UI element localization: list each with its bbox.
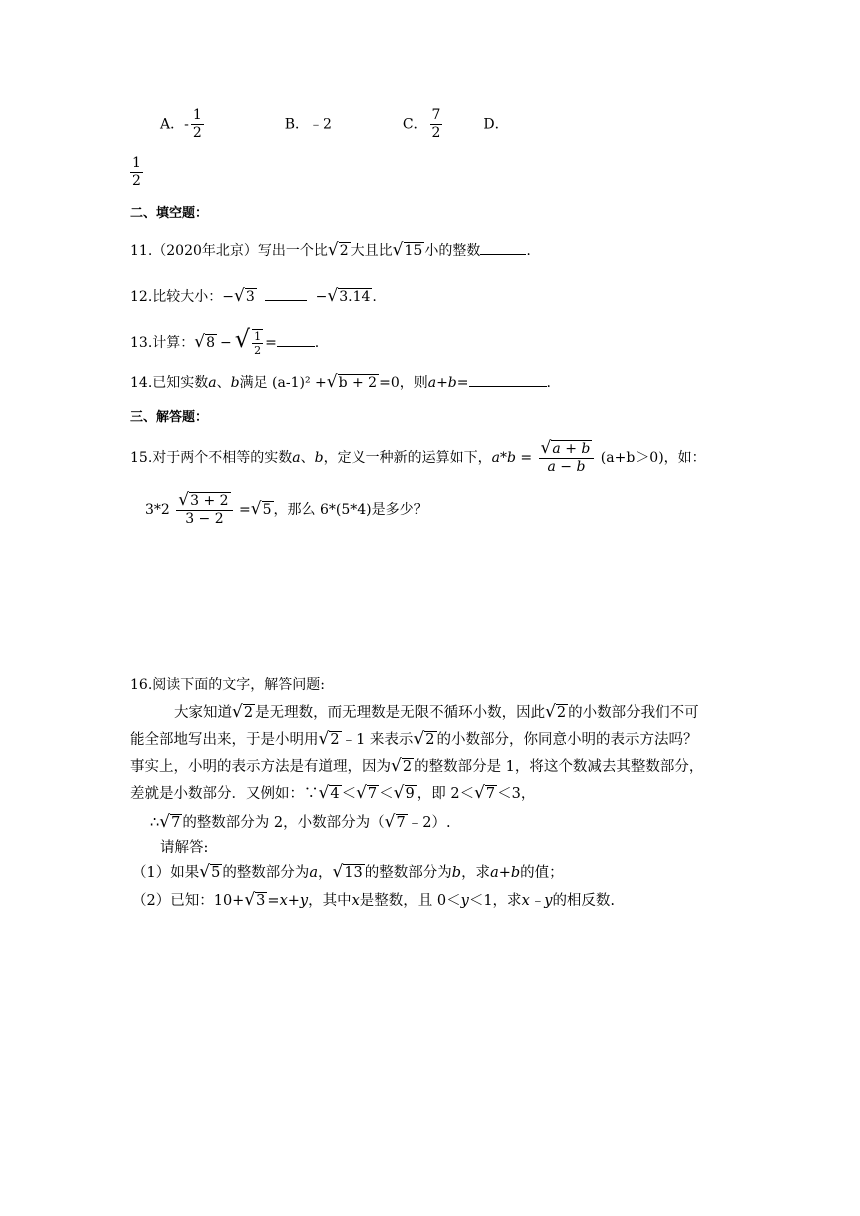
question-13: 13.计算：√8 − √ $\frac{1}{2}$ = . [130, 325, 320, 357]
option-b-value: ﹣2 [308, 116, 332, 133]
q16-instruction: 请解答: [160, 840, 209, 856]
q16-part-1: （1）如果√5 的整数部分为a，√13 的整数部分为b，求a+b的值； [132, 862, 564, 882]
q16-para-line-3: 事实上，小明的表示方法是有道理，因为√2 的整数部分是 1，将这个数减去其整数部分， [130, 756, 704, 776]
q15-example-fraction: $\frac{√3 + 2}{3 - 2}$ [176, 492, 232, 528]
section-fill-blank-heading: 二、填空题： [130, 206, 209, 221]
answer-blank-13[interactable] [277, 332, 315, 347]
option-d-fraction: $\frac{1}{2}$ [132, 155, 141, 189]
question-15-example: 3*2 $\frac{√3 + 2}{3 - 2}$ =√5 ，那么 6*(5*4)是多少？ [145, 490, 428, 527]
q16-part-2: （2）已知：10+√3 =x+y，其中x是整数，且 0＜y＜1，求x﹣y的相反数. [132, 890, 616, 910]
answer-blank-11[interactable] [480, 240, 526, 255]
question-15: 15.对于两个不相等的实数a、b，定义一种新的运算如下，a*b = $\frac{√a + b}{a - b}$ (a+b＞0)，如： [130, 438, 706, 475]
question-14: 14.已知实数a、b满足 (a-1)² +√b + 2 =0，则a+b= . [130, 372, 551, 392]
question-16-title: 16.阅读下面的文字，解答问题: [130, 677, 325, 693]
section-answer-heading: 三、解答题： [130, 410, 209, 425]
option-a-label: A． [160, 116, 185, 133]
question-12: 12.比较大小：−√3 −√3.14 . [130, 286, 377, 306]
q16-para-line-2: 能全部地写出来，于是小明用√2 ﹣1 来表示√2 的小数部分，你同意小明的表示方法吗？ [130, 729, 698, 749]
answer-blank-12[interactable] [265, 286, 307, 301]
q10-options [160, 107, 509, 142]
option-b-label: B． [284, 116, 309, 133]
option-c-label: C． [402, 116, 428, 133]
option-d-label: D． [483, 116, 509, 133]
option-a-fraction: $\frac{1}{2}$ [192, 107, 202, 141]
q15-definition-fraction: $\frac{√a + b}{a - b}$ [539, 440, 595, 476]
answer-blank-14[interactable] [469, 372, 547, 387]
q16-para-line-4: 差就是小数部分．又例如：∵√4 ＜√7 ＜√9 ，即 2＜√7 ＜3， [130, 783, 536, 803]
option-c-fraction: $\frac{7}{2}$ [431, 107, 441, 141]
q16-para-line-1: 大家知道√2 是无理数，而无理数是无限不循环小数，因此√2 的小数部分我们不可 [174, 702, 699, 722]
option-a-sign: - [184, 116, 189, 133]
q16-para-line-5: ∴√7 的整数部分为 2，小数部分为（√7 ﹣2）. [150, 812, 451, 832]
question-11: 11.（2020年北京）写出一个比√2 大且比√15 小的整数 . [130, 240, 531, 260]
